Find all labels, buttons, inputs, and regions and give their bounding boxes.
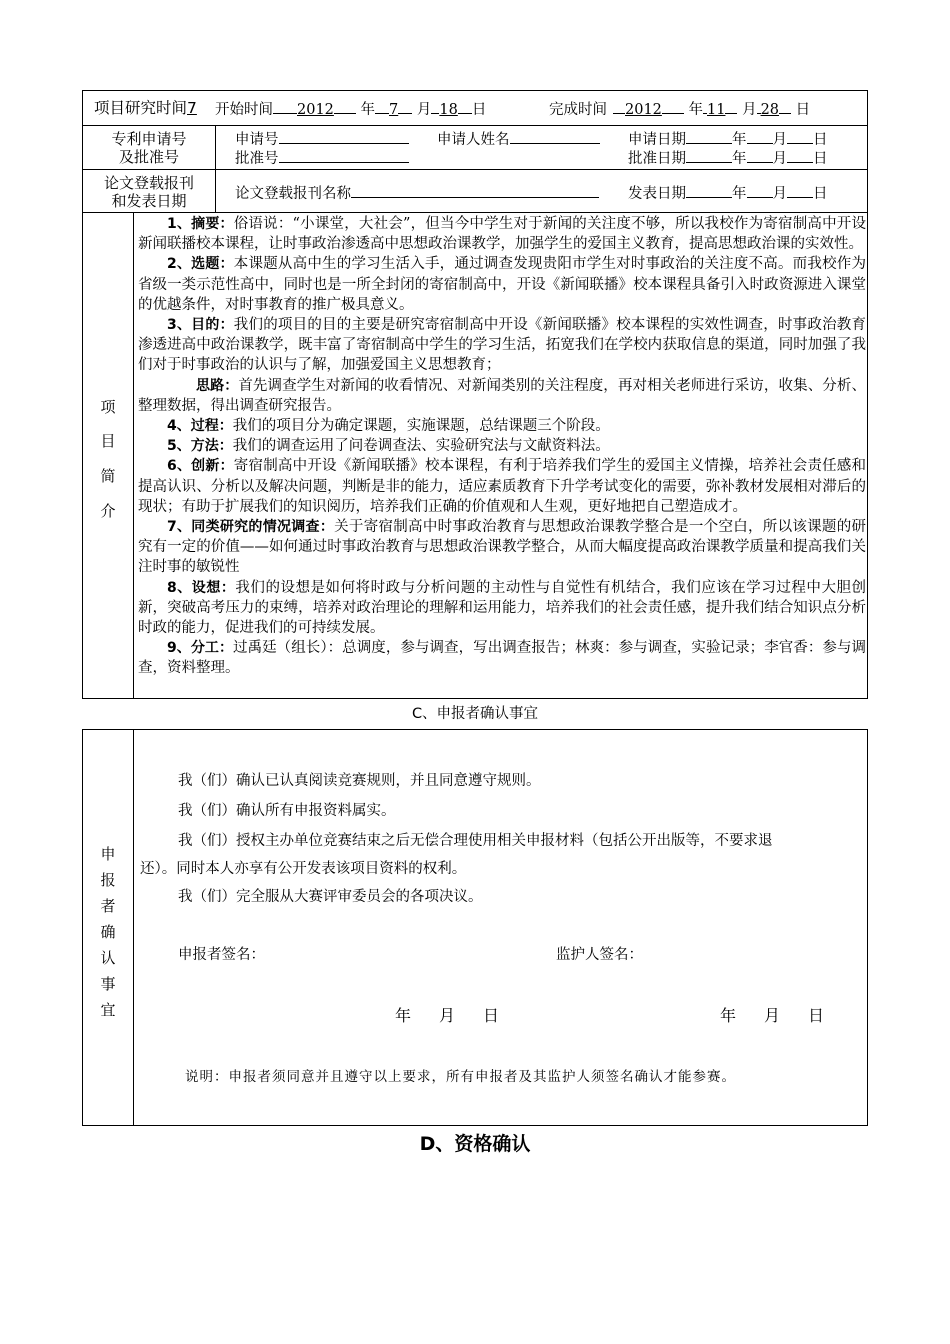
- intro-label-char: 介: [100, 502, 116, 520]
- guardian-date: 年 月 日: [720, 1006, 825, 1025]
- intro-label-char: 目: [100, 432, 116, 450]
- intro-paragraph: 9、分工：过禹廷（组长）：总调度，参与调查，写出调查报告；林爽：参与调查，实验记录；李官香：参与调查，资料整理。: [138, 640, 867, 677]
- research-time-mark: 7: [187, 99, 197, 117]
- guardian-signature[interactable]: 监护人签名：: [556, 947, 643, 963]
- research-time-label: 项目研究时间7: [94, 99, 197, 117]
- intro-paragraph: 4、过程：我们的项目分为确定课题，实施课题，总结课题三个阶段。: [167, 418, 610, 435]
- end-time-field: 完成时间 2012 年 11 月 28 日: [549, 98, 810, 120]
- end-month: 11: [707, 102, 726, 118]
- applicant-date: 年 月 日: [395, 1006, 500, 1025]
- confirm-line: 我（们）授权主办单位竞赛结束之后无偿合理使用相关申报材料（包括公开出版等，不要求退: [178, 833, 773, 849]
- start-day: 18: [439, 102, 458, 118]
- project-intro: [138, 214, 866, 679]
- confirm-line: 还）。同时本人亦享有公开发表该项目资料的权利。: [140, 861, 467, 877]
- confirm-label-char: 事: [100, 975, 116, 993]
- intro-paragraph: 2、选题：本课题从高中生的学习生活入手，通过调查发现贵阳市学生对时事政治的关注度不高。而我校作为省级一类示范性高中，同时也是一所全封闭的寄宿制高中，开设《新闻联播》校本课程具备引入时政资源进入课堂的优越条件，对时事教育的推广极具意义。: [138, 256, 866, 313]
- patent-label: 专利申请号 及批准号: [111, 130, 187, 166]
- end-day: 28: [760, 102, 780, 118]
- start-month: 7: [389, 102, 399, 118]
- intro-paragraph: 7、同类研究的情况调查：关于寄宿制高中时事政治教育与思想政治课教学整合是一个空白，所以该课题的研究有一定的价值——如何通过时事政治教育与思想政治课教学整合，从而大幅度提高政治课教学质量和提高我们关注时事的敏锐性: [138, 519, 866, 576]
- paper-pub-date: 发表日期 年 月 日: [628, 182, 828, 204]
- intro-paragraph: 5、方法：我们的调查运用了问卷调查法、实验研究法与文献资料法。: [167, 438, 610, 455]
- confirm-label-char: 者: [100, 897, 116, 915]
- patent-approve-date: 批准日期 年 月 日: [628, 147, 828, 169]
- paper-journal: 论文登载报刊名称: [235, 182, 599, 204]
- start-time-field: 开始时间 2012 年 7 月 18 日: [215, 98, 486, 120]
- patent-applicant: 申请人姓名: [437, 128, 600, 150]
- intro-paragraph: 思路：首先调查学生对新闻的收看情况、对新闻类别的关注程度，再对相关老师进行采访，收集、分析、整理数据，得出调查研究报告。: [138, 377, 867, 414]
- intro-paragraph: 3、目的：我们的项目的目的主要是研究寄宿制高中开设《新闻联播》校本课程的实效性调查，时事政治教育渗透进高中政治课教学，既丰富了寄宿制高中学生的学习生活，拓宽我们在学校内获取信息的渠道，同时加强了我们对于时事政治的认识与了解，加强爱国主义思想教育；: [138, 317, 866, 374]
- confirm-label-char: 宜: [100, 1001, 116, 1019]
- intro-paragraph: 8、设想：我们的设想是如何将时政与分析问题的主动性与自觉性有机结合，我们应该在学习过程中大胆创新，突破高考压力的束缚，培养对政治理论的理解和运用能力，培养我们的社会责任感，提升我们结合知识点分析时政的能力，促进我们的可持续发展。: [138, 579, 867, 637]
- intro-paragraph: 6、创新：寄宿制高中开设《新闻联播》校本课程，有利于培养我们学生的爱国主义情操，培养社会责任感和提高认识、分析以及解决问题，判断是非的能力，适应素质教育下升学考试变化的需要，弥补教材发展相对滞后的现状；有助于扩展我们的知识阅历，培养我们正确的价值观和人生观，更好地把自己塑造成才。: [138, 458, 866, 515]
- intro-label-char: 简: [100, 467, 116, 485]
- patent-apply-no: 申请号: [235, 128, 409, 150]
- patent-apply-date: 申请日期 年 月 日: [628, 128, 828, 150]
- section-d-heading: D、资格确认: [419, 1133, 531, 1155]
- start-year: 2012: [297, 102, 334, 118]
- confirm-label-char: 申: [100, 845, 116, 863]
- intro-paragraph: 1、摘要：俗语说：“小课堂，大社会”，但当今中学生对于新闻的关注度不够，所以我校作为寄宿制高中开设新闻联播校本课程，让时事政治渗透高中思想政治课教学，加强学生的爱国主义教育，提高思想政治课的实效性。: [138, 216, 866, 253]
- confirm-label-char: 确: [100, 923, 116, 941]
- confirmation-note: 说明：申报者须同意并且遵守以上要求，所有申报者及其监护人须签名确认才能参赛。: [185, 1069, 736, 1085]
- patent-approve-no: 批准号: [235, 147, 409, 169]
- confirm-label-char: 认: [100, 949, 116, 967]
- confirm-label-char: 报: [100, 871, 116, 889]
- paper-label: 论文登载报刊 和发表日期: [103, 174, 194, 210]
- section-c-heading: C、申报者确认事宜: [411, 706, 539, 722]
- confirm-line: 我（们）确认已认真阅读竞赛规则，并且同意遵守规则。: [178, 773, 541, 789]
- end-year: 2012: [625, 102, 662, 118]
- confirm-line: 我（们）完全服从大赛评审委员会的各项决议。: [178, 889, 483, 905]
- intro-label-char: 项: [100, 398, 116, 416]
- applicant-signature[interactable]: 申报者签名：: [178, 947, 265, 963]
- confirm-line: 我（们）确认所有申报资料属实。: [178, 803, 396, 819]
